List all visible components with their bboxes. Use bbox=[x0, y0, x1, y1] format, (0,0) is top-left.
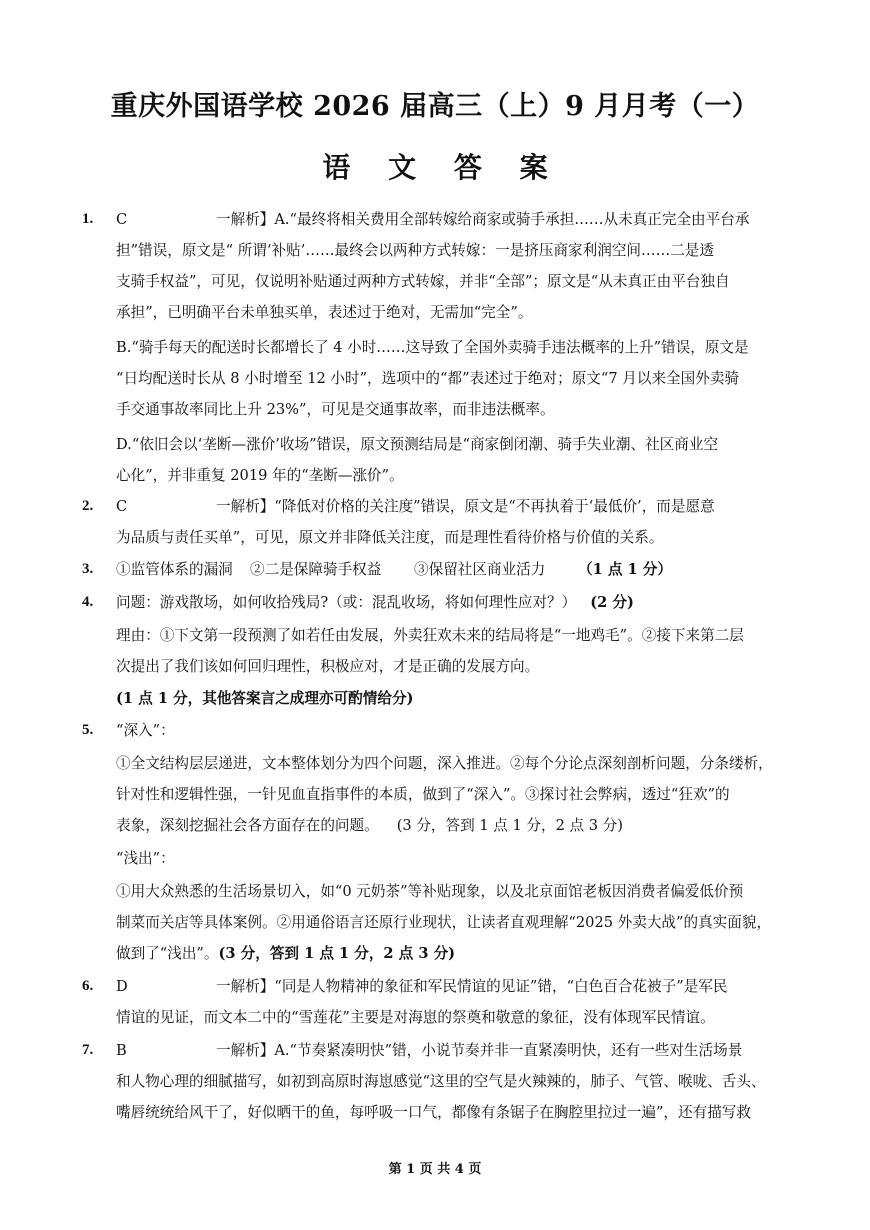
score-note: (3 分，答到 1 点 1 分，2 点 3 分) bbox=[218, 945, 456, 962]
answer-line bbox=[116, 587, 788, 618]
analysis-text: 一解析】A.“最终将相关费用全部转嫁给商家或骑手承担……从未真正完全由平台承 bbox=[216, 211, 750, 228]
answer-point: ①监管体系的漏洞 bbox=[116, 561, 233, 578]
item-number: 1. bbox=[82, 211, 94, 227]
answer-line bbox=[116, 1035, 788, 1066]
page-subtitle: 语 文 答 案 bbox=[322, 151, 562, 184]
item-number: 5. bbox=[82, 722, 94, 738]
score-note: (3 分，答到 1 点 1 分，2 点 3 分) bbox=[396, 817, 623, 834]
analysis-text: 嘴唇统统给风干了，好似晒干的鱼，每呼吸一口气，都像有条锯子在胸腔里拉过一遍”，还有描写救 bbox=[116, 1104, 751, 1121]
analysis-text: 和人物心理的细腻描写，如初到高原时海崽感觉“这里的空气是火辣辣的，肺子、气管、喉咙、舌头、 bbox=[116, 1073, 766, 1090]
analysis-text: 一解析】“降低对价格的关注度”错误，原文是“不再执着于‘最低价’，而是愿意 bbox=[216, 498, 715, 515]
analysis-text: 表象，深刻挖掘社会各方面存在的问题。 bbox=[116, 817, 379, 834]
analysis-text: 手交通事故率同比上升 23%”，可见是交通事故率，而非违法概率。 bbox=[116, 401, 555, 418]
analysis-text: 承担”，已明确平台未单独买单，表述过于绝对，无需加“完全”。 bbox=[116, 304, 533, 321]
answer-line bbox=[116, 491, 788, 522]
page-title: 重庆外国语学校 2026 届高三（上）9 月月考（一） bbox=[110, 91, 760, 122]
analysis-text: 情谊的见证，而文本二中的“雪莲花”主要是对海崽的祭奠和敬意的象征，没有体现军民情谊。 bbox=[116, 1009, 715, 1026]
analysis-text: D.“依旧会以‘垄断—涨价’收场”错误，原文预测结局是“商家倒闭潮、骑手失业潮、社区商业空 bbox=[116, 436, 719, 453]
analysis-text: 心化”，并非重复 2019 年的“垄断—涨价”。 bbox=[116, 467, 404, 484]
item-number: 7. bbox=[82, 1042, 94, 1058]
analysis-text: 为品质与责任买单”，可见，原文并非降低关注度，而是理性看待价格与价值的关系。 bbox=[116, 529, 664, 546]
item-number: 2. bbox=[82, 498, 94, 514]
reason-text: 理由：①下文第一段预测了如若任由发展，外卖狂欢未来的结局将是“一地鸡毛”。②接下来第二层 bbox=[116, 627, 744, 644]
answer-choice: C bbox=[116, 211, 128, 228]
score-note: (2 分) bbox=[590, 594, 634, 611]
answer-line bbox=[116, 971, 788, 1002]
analysis-text: “日均配送时长从 8 小时增至 12 小时”，选项中的“都”表述过于绝对；原文“7 月以来全国外卖骑 bbox=[116, 370, 740, 387]
item-number: 3. bbox=[82, 561, 94, 577]
reason-text: 次提出了我们该如何回归理性，积极应对，才是正确的发展方向。 bbox=[116, 658, 540, 675]
section-label: “深入”： bbox=[116, 722, 175, 739]
item-number: 6. bbox=[82, 978, 94, 994]
section-label: “浅出”： bbox=[116, 850, 175, 867]
analysis-text: 支骑手权益”，可见，仅说明补贴通过两种方式转嫁，并非“全部”；原文是“从未真正由平台独自 bbox=[116, 273, 730, 290]
answer-line bbox=[116, 810, 788, 841]
analysis-text: 一解析】“同是人物精神的象征和军民情谊的见证”错，“白色百合花被子”是军民 bbox=[216, 978, 728, 995]
answer-line bbox=[116, 938, 788, 969]
answer-point: ③保留社区商业活力 bbox=[414, 561, 546, 578]
analysis-text: B.“骑手每天的配送时长都增长了 4 小时……这导致了全国外卖骑手违法概率的上升”错误，原文是 bbox=[116, 339, 749, 356]
analysis-text: 针对性和逻辑性强，一针见血直指事件的本质，做到了“深入”。③探讨社会弊病，透过“狂欢”的 bbox=[116, 786, 730, 803]
answer-point: ②二是保障骑手权益 bbox=[250, 561, 382, 578]
score-note: （1 点 1 分） bbox=[578, 561, 672, 578]
analysis-text: ①用大众熟悉的生活场景切入，如“0 元奶茶”等补贴现象，以及北京面馆老板因消费者偏爱低价预 bbox=[116, 883, 744, 900]
analysis-text: 担”错误，原文是“ 所谓‘补贴’……最终会以两种方式转嫁：一是挤压商家利润空间……二是透 bbox=[116, 242, 714, 259]
analysis-text: ①全文结构层层递进，文本整体划分为四个问题，深入推进。②每个分论点深刻剖析问题，分条缕析， bbox=[116, 755, 773, 772]
question-text: 问题：游戏散场，如何收拾残局?（或：混乱收场，将如何理性应对？） bbox=[116, 594, 577, 611]
answer-line bbox=[116, 204, 788, 235]
answer-choice: B bbox=[116, 1042, 127, 1059]
analysis-text: 做到了“浅出”。 bbox=[116, 945, 219, 962]
page-number: 第 1 页 共 4 页 bbox=[388, 1162, 482, 1177]
answer-line bbox=[116, 554, 788, 585]
answer-choice: C bbox=[116, 498, 128, 515]
score-note: (1 点 1 分，其他答案言之成理亦可酌情给分) bbox=[116, 690, 414, 707]
item-number: 4. bbox=[82, 594, 94, 610]
analysis-text: 制菜而关店等具体案例。②用通俗语言还原行业现状，让读者直观理解“2025 外卖大战”的真实面貌， bbox=[116, 914, 772, 931]
answer-choice: D bbox=[116, 978, 128, 995]
analysis-text: 一解析】A.“节奏紧凑明快”错，小说节奏并非一直紧凑明快，还有一些对生活场景 bbox=[216, 1042, 743, 1059]
